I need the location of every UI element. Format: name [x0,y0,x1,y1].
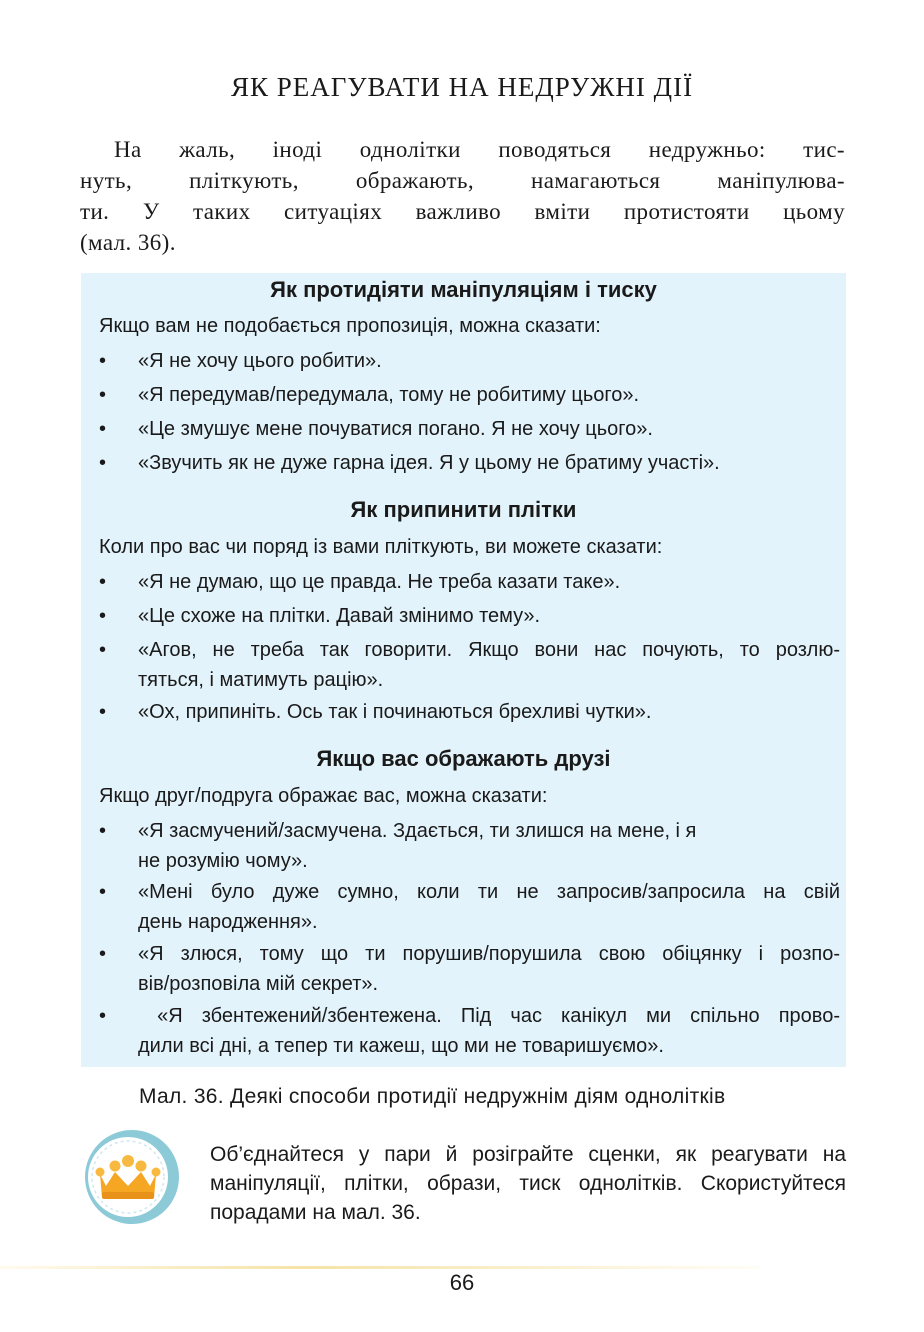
list-item-text: «Я не хочу цього робити». [138,350,382,372]
crown-icon [82,1128,182,1226]
list-item-text: «Я збентежений/збентежена. Під час канікул ми спільно прово- дили всі дні, а тепер ти кажеш, що ми не товаришуємо». [138,1005,840,1057]
intro-line: нуть, пліткують, ображають, намагаються маніпулюва- [80,168,845,193]
intro-line: (мал. 36). [80,230,176,255]
bullet-icon: • [99,639,107,661]
intro-line: ти. У таких ситуаціях важливо вміти протистояти цьому [80,199,845,224]
activity-line: маніпуляції, плітки, образи, тиск однолітків. Скористуйтеся [210,1172,846,1195]
footer-divider [0,1266,760,1269]
list-item-text: «Звучить як не дуже гарна ідея. Я у цьому не братиму участі». [138,452,720,474]
section-title-gossip: Як припинити плітки [350,497,577,522]
activity-line: Об’єднайтеся у пари й розіграйте сценки, як реагувати на [210,1143,846,1166]
page-number: 66 [449,1270,475,1295]
activity-task [210,1140,846,1227]
intro-line: На жаль, іноді однолітки поводяться недружньо: тис- [114,137,845,162]
advice-panel [81,273,846,1067]
section-lead: Коли про вас чи поряд із вами пліткують, ви можете сказати: [99,536,663,558]
section-title-manipulation: Як протидіяти маніпуляціям і тиску [270,277,657,302]
list-item-text: «Я злюся, тому що ти порушив/порушила свою обіцянку і розпо- вів/розповіла мій секрет». [138,943,840,995]
bullet-icon: • [99,943,107,965]
bullet-icon: • [99,605,107,627]
activity-line: порадами на мал. 36. [210,1201,421,1224]
bullet-icon: • [99,384,107,406]
bullet-icon: • [99,820,107,842]
bullet-icon: • [99,418,107,440]
bullet-icon: • [99,701,107,723]
section-lead: Якщо вам не подобається пропозиція, можна сказати: [99,315,601,337]
figure-caption: Мал. 36. Деякі способи протидії недружнім діям однолітків [139,1085,726,1108]
list-item-text: «Ох, припиніть. Ось так і починаються брехливі чутки». [138,701,652,723]
page-title: ЯК РЕАГУВАТИ НА НЕДРУЖНІ ДІЇ [230,72,694,102]
list-item-text: «Агов, не треба так говорити. Якщо вони нас почують, то розлю- тяться, і матимуть рацію». [138,639,840,691]
bullet-icon: • [99,1005,107,1027]
intro-paragraph [80,134,845,258]
section-title-friends: Якщо вас ображають друзі [316,746,611,771]
bullet-icon: • [99,571,107,593]
bullet-icon: • [99,350,107,372]
list-item-text: «Це схоже на плітки. Давай змінимо тему». [138,605,541,627]
list-item-text: «Я передумав/передумала, тому не робитиму цього». [138,384,640,406]
list-item-text: «Мені було дуже сумно, коли ти не запросив/запросила на свій день народження». [138,881,840,933]
section-lead: Якщо друг/подруга ображає вас, можна сказати: [99,785,548,807]
list-item-text: «Я засмучений/засмучена. Здається, ти злишся на мене, і я не розумію чому». [138,820,697,872]
list-item-text: «Це змушує мене почуватися погано. Я не хочу цього». [138,418,653,440]
bullet-icon: • [99,881,107,903]
list-item-text: «Я не думаю, що це правда. Не треба казати таке». [138,571,621,593]
bullet-icon: • [99,452,107,474]
